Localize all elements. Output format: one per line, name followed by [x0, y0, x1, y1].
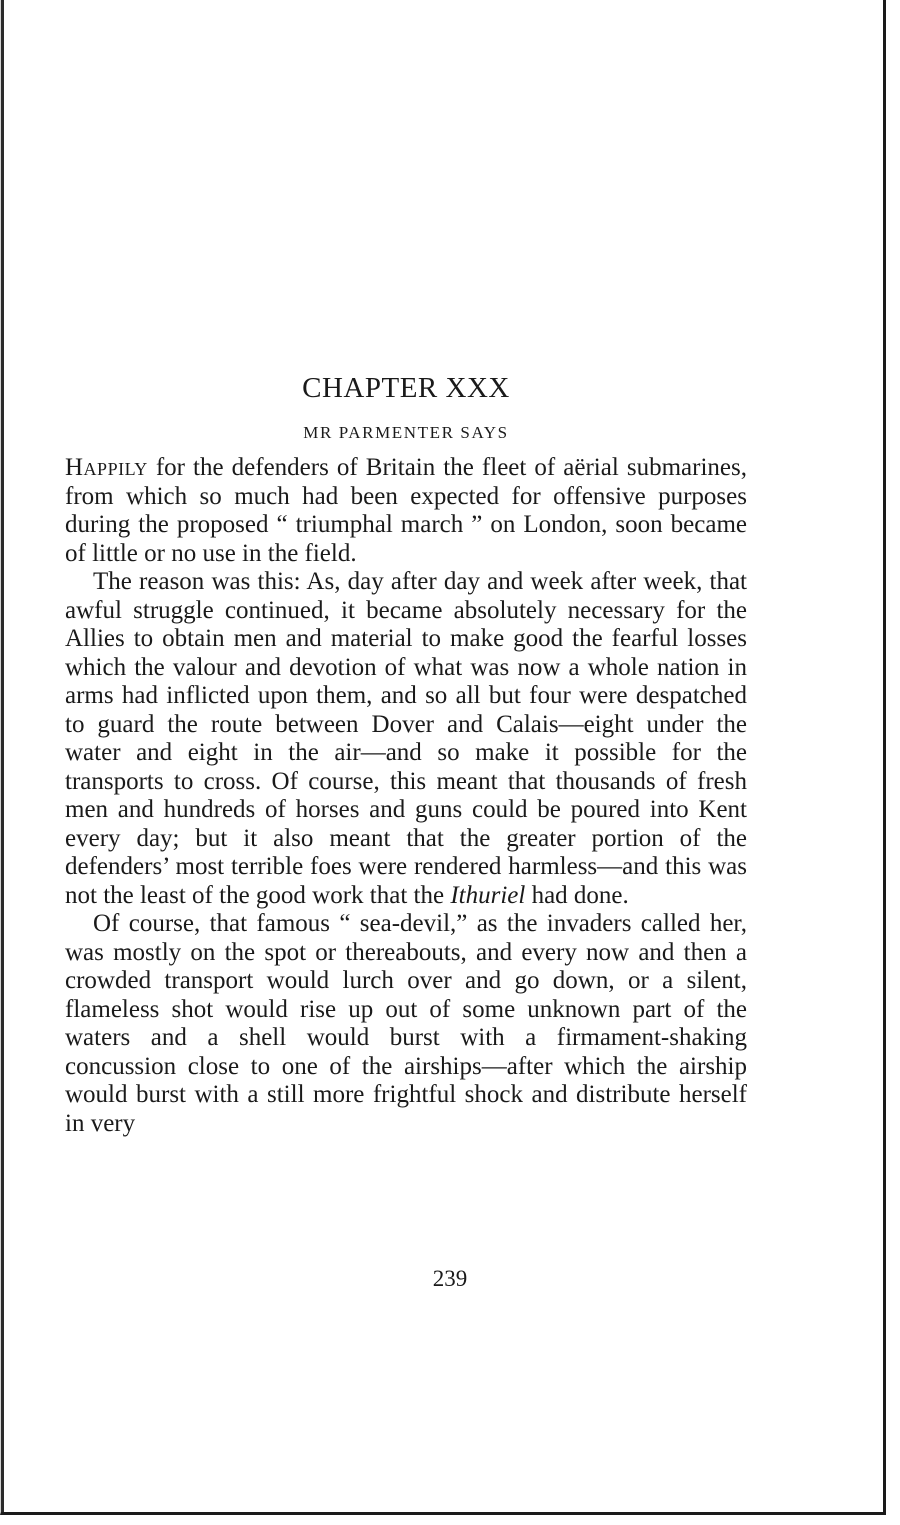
paragraph-text: Of course, that famous “ sea-devil,” as the invaders called her, was mostly on the spot or thereabouts, and every now and then a crowded transport would lurch over and go down, or a silent, flameless shot would rise up out of some unknown part of the waters and a shell would burst with a firmament-shaking concussion close to one of the airships—after which the airship would burst with a still more frightful shock and distribute herself in very — [65, 910, 747, 1137]
chapter-subtitle: MR PARMENTER SAYS — [303, 423, 509, 442]
paragraph-3 — [65, 910, 747, 1138]
paragraph-tail: had done. — [525, 881, 629, 909]
paragraph-text: for the defenders of Britain the fleet of aërial submarines, from which so much had been expected for offensive purposes during the proposed “ triumphal march ” on London, soon became of little or no use in the field. — [65, 454, 747, 567]
paragraph-text: The reason was this: As, day after day and week after week, that awful struggle continued, it became absolutely necessary for the Allies to obtain men and material to make good the fearful losses which the valour and devotion of what was now a whole nation in arms had inflicted upon them, and so all but four were despatched to guard the route between Dover and Calais—eight under the water and eight in the air—and so make it possible for the transports to cross. Of course, this meant that thousands of fresh men and hundreds of horses and guns could be poured into Kent every day; but it also meant that the greater portion of the defenders’ most terrible foes were rendered harmless—and this was not the least of the good work that the — [65, 568, 747, 909]
page-body — [65, 366, 747, 1138]
ship-name: Ithuriel — [450, 881, 526, 909]
paragraph-lead-word: Happily — [65, 454, 148, 481]
paragraph-1 — [65, 454, 747, 568]
page-number: 239 — [432, 1266, 468, 1291]
paragraph-2 — [65, 568, 747, 910]
chapter-title: CHAPTER XXX — [302, 372, 510, 404]
